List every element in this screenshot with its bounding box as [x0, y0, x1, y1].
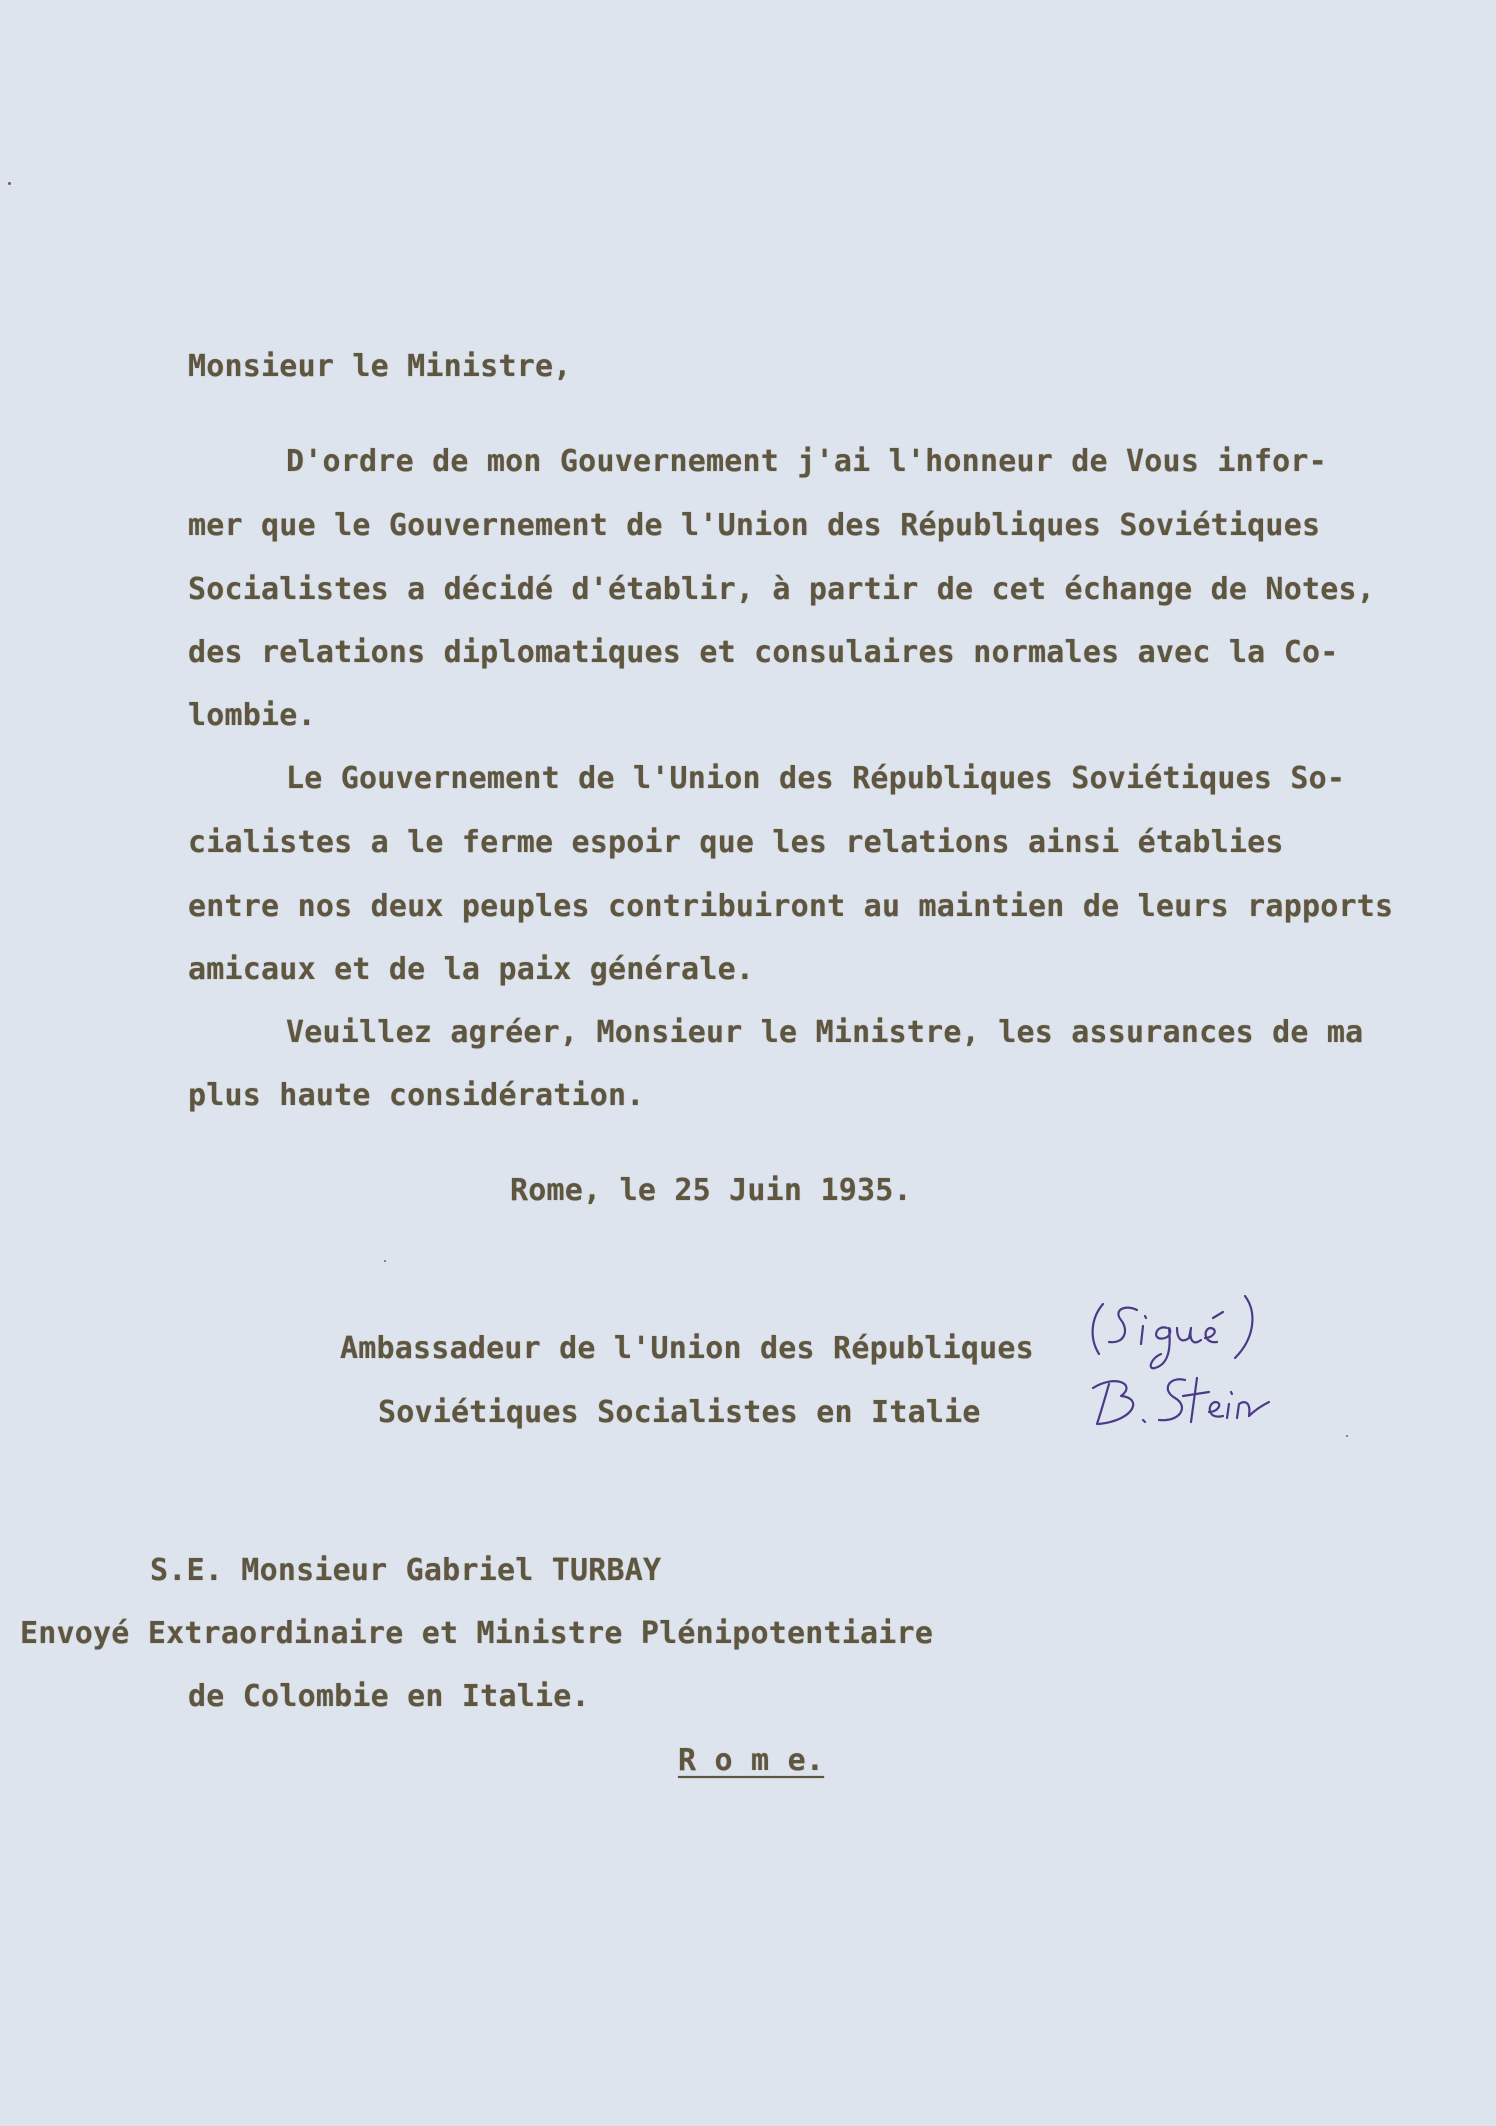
signature-paren-open	[1093, 1304, 1103, 1354]
signature-letter-b	[1097, 1384, 1109, 1424]
signature-letter-s2	[1159, 1379, 1185, 1420]
paragraph-1-line-3: Socialistes a décidé d'établir, à partir de cet échange de Notes,	[188, 572, 1375, 607]
paper-speck	[8, 182, 11, 185]
paragraph-1-line-4: des relations diplomatiques et consulaires normales avec la Co-	[188, 635, 1339, 670]
sender-title-line-1: Ambassadeur de l'Union des Républiques	[340, 1331, 1034, 1366]
salutation: Monsieur le Ministre,	[188, 349, 572, 384]
handwritten-signature	[1085, 1288, 1285, 1438]
place-date: Rome, le 25 Juin 1935.	[510, 1173, 912, 1208]
paragraph-2-line-4: amicaux et de la paix générale.	[188, 952, 755, 987]
paragraph-2-line-3: entre nos deux peuples contribuiront au maintien de leurs rapports	[188, 889, 1394, 924]
paragraph-1-line-1: D'ordre de mon Gouvernement j'ai l'honneur de Vous infor-	[286, 444, 1327, 479]
signature-paren-close	[1235, 1296, 1252, 1358]
paragraph-3-line-2: plus haute considération.	[188, 1078, 645, 1113]
paragraph-3-line-1: Veuillez agréer, Monsieur le Ministre, les assurances de ma	[286, 1015, 1364, 1050]
addressee-line-1: S.E. Monsieur Gabriel TURBAY	[150, 1553, 662, 1588]
signature-letter-g	[1151, 1327, 1170, 1368]
sender-title-line-2: Soviétiques Socialistes en Italie	[378, 1395, 981, 1430]
paragraph-2-line-2: cialistes a le ferme espoir que les relations ainsi établies	[188, 825, 1284, 860]
paper-speck	[1346, 1435, 1348, 1437]
paper-speck	[384, 1260, 386, 1262]
addressee-line-3: de Colombie en Italie.	[188, 1679, 590, 1714]
signature-letter-s	[1109, 1308, 1137, 1343]
paragraph-1-line-5: lombie.	[188, 698, 316, 733]
signature-drawing	[1085, 1288, 1285, 1438]
paragraph-2-line-1: Le Gouvernement de l'Union des Républiques Soviétiques So-	[286, 761, 1346, 796]
addressee-line-2: Envoyé Extraordinaire et Ministre Plénipotentiaire	[20, 1616, 934, 1651]
paragraph-1-line-2: mer que le Gouvernement de l'Union des Républiques Soviétiques	[188, 508, 1321, 543]
addressee-city: R o m e.	[678, 1743, 825, 1778]
